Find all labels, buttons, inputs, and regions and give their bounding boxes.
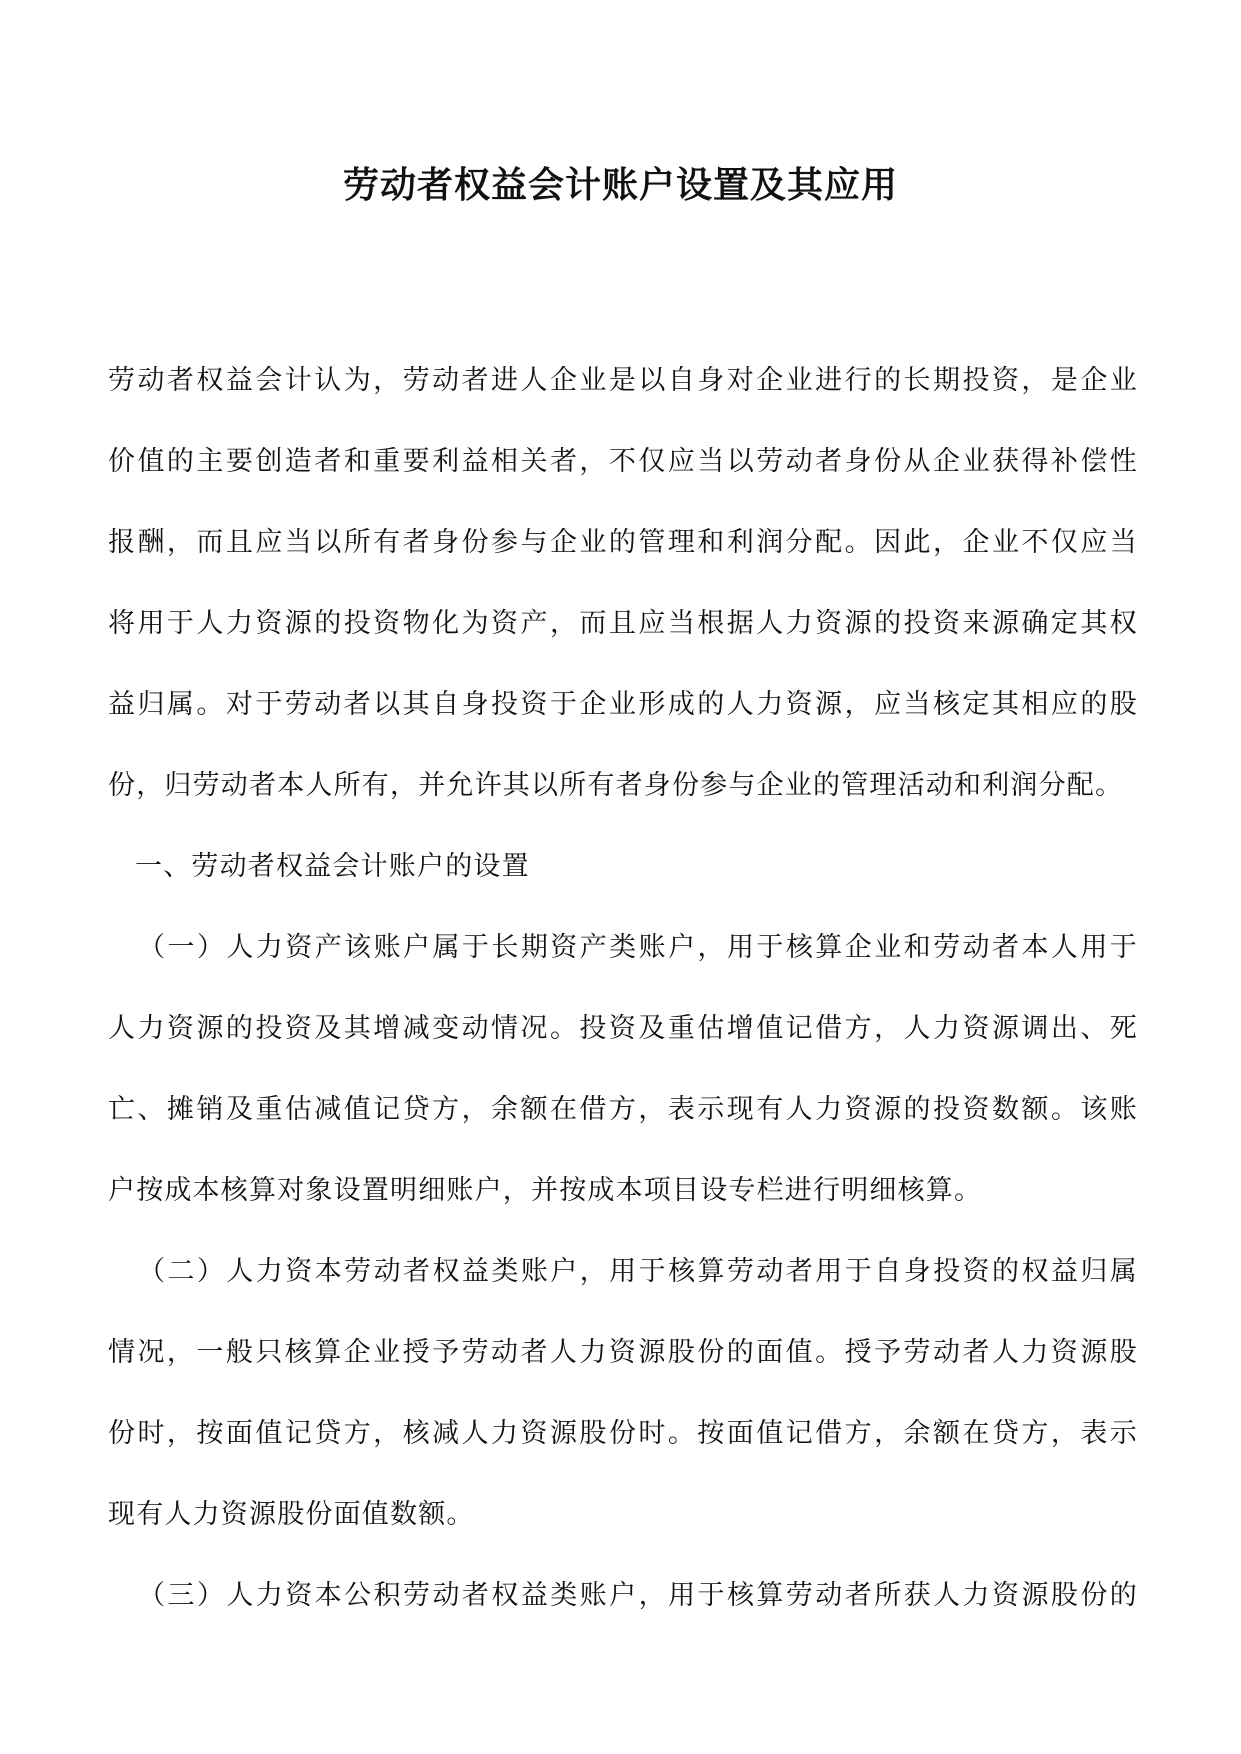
paragraph-line: 情况，一般只核算企业授予劳动者人力资源股份的面值。授予劳动者人力资源股 [108,1337,1138,1368]
paragraph-line: 将用于人力资源的投资物化为资产，而且应当根据人力资源的投资来源确定其权 [108,608,1138,639]
section-heading: 一、劳动者权益会计账户的设置 [135,851,530,882]
paragraph-line: 亡、摊销及重估减值记贷方，余额在借方，表示现有人力资源的投资数额。该账 [108,1094,1138,1125]
paragraph-line: （二）人力资本劳动者权益类账户，用于核算劳动者用于自身投资的权益归属 [138,1256,1138,1287]
paragraph-line: 益归属。对于劳动者以其自身投资于企业形成的人力资源，应当核定其相应的股 [108,689,1138,720]
paragraph-line: 份时，按面值记贷方，核减人力资源股份时。按面值记借方，余额在贷方，表示 [108,1418,1138,1449]
paragraph-line: （三）人力资本公积劳动者权益类账户，用于核算劳动者所获人力资源股份的 [138,1580,1138,1611]
paragraph-line: 份，归劳动者本人所有，并允许其以所有者身份参与企业的管理活动和利润分配。 [108,770,1124,801]
paragraph-line: 户按成本核算对象设置明细账户，并按成本项目设专栏进行明细核算。 [108,1175,983,1206]
paragraph-line: 劳动者权益会计认为，劳动者进人企业是以自身对企业进行的长期投资，是企业 [108,365,1138,396]
paragraph-line: （一）人力资产该账户属于长期资产类账户，用于核算企业和劳动者本人用于 [138,932,1138,963]
document-body [108,340,1138,1636]
paragraph-line: 报酬，而且应当以所有者身份参与企业的管理和利润分配。因此，企业不仅应当 [108,527,1138,558]
document-title: 劳动者权益会计账户设置及其应用 [342,165,898,206]
paragraph-line: 现有人力资源股份面值数额。 [108,1499,475,1530]
paragraph-line: 人力资源的投资及其增减变动情况。投资及重估增值记借方，人力资源调出、死 [108,1013,1138,1044]
paragraph-line: 价值的主要创造者和重要利益相关者，不仅应当以劳动者身份从企业获得补偿性 [108,446,1138,477]
